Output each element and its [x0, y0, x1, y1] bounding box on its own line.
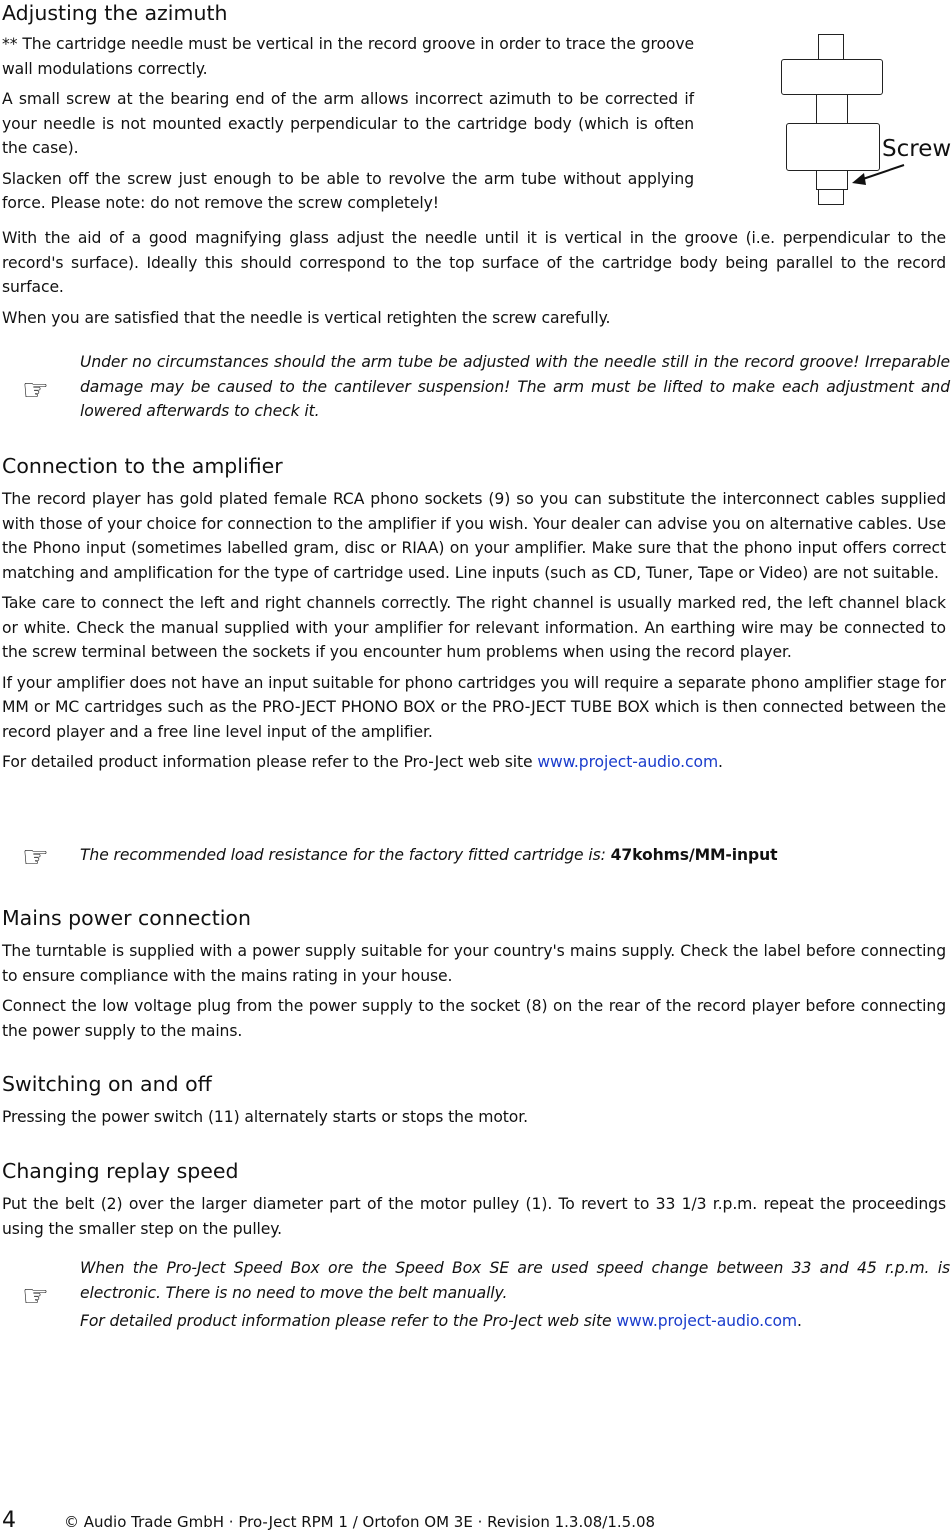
azimuth-paragraph-4: With the aid of a good magnifying glass adjust the needle until it is vertical in the groove (i.e. perpendicular to the record's surface). Ideally this should correspond to the top surface of the cartridge body being parallel to the record surface.: [2, 229, 946, 296]
switching-section: [2, 1071, 946, 1130]
azimuth-section-top: [2, 0, 694, 216]
speed-web-reference: [80, 1309, 950, 1334]
amplifier-paragraph-3: If your amplifier does not have an input suitable for phono cartridges you will require a separate phono amplifier stage for MM or MC cartridges such as the PRO-JECT PHONO BOX or the PRO-JECT TUBE BOX which is then connected between the record player and a free line level input of the amplifier.: [2, 673, 946, 741]
project-audio-link[interactable]: www.project-audio.com: [616, 1312, 798, 1330]
footer-copyright: © Audio Trade GmbH · Pro-Ject RPM 1 / Ortofon OM 3E · Revision 1.3.08/1.5.08: [64, 1513, 656, 1531]
azimuth-heading: Adjusting the azimuth: [2, 1, 228, 25]
switching-heading: Switching on and off: [2, 1072, 212, 1096]
amplifier-heading: Connection to the amplifier: [2, 454, 283, 478]
amplifier-section: [2, 453, 946, 775]
speed-section: [2, 1158, 946, 1241]
diagram-screw: [816, 170, 848, 190]
switching-paragraph-1: Pressing the power switch (11) alternately starts or stops the motor.: [2, 1108, 528, 1126]
period: .: [718, 753, 723, 771]
page-number: 4: [2, 1508, 16, 1533]
speed-paragraph-1: Put the belt (2) over the larger diameter part of the motor pulley (1). To revert to 33 1/3 r.p.m. repeat the proceedings using the smaller step on the pulley.: [2, 1195, 946, 1238]
pointer-arrow-icon: [850, 162, 910, 192]
load-resistance-value: 47kohms/MM-input: [610, 846, 778, 864]
amplifier-paragraph-2: Take care to connect the left and right channels correctly. The right channel is usually marked red, the left channel black or white. Check the manual supplied with your amplifier for relevant information. An earthing wire may be connected to the screw terminal between the sockets if you encounter hum problems when using the record player.: [2, 594, 946, 661]
azimuth-warning-text: Under no circumstances should the arm tube be adjusted with the needle still in the record groove! Irreparable damage may be caused to the cantilever suspension! The arm must be lifted to make each adjustment and lowered afterwards to check it.: [80, 353, 950, 420]
mains-paragraph-2: Connect the low voltage plug from the power supply to the socket (8) on the rear of the record player before connecting the power supply to the mains.: [2, 997, 946, 1040]
azimuth-section-bottom: [2, 226, 946, 330]
screw-diagram: [780, 32, 952, 212]
azimuth-paragraph-2: A small screw at the bearing end of the arm allows incorrect azimuth to be corrected if your needle is not mounted exactly perpendicular to the cartridge body (which is often the case).: [2, 90, 694, 157]
pointing-hand-icon: ☞: [22, 1279, 49, 1314]
mains-heading: Mains power connection: [2, 906, 251, 930]
diagram-upper-body: [781, 59, 883, 95]
diagram-top-cap: [818, 34, 844, 60]
diagram-bottom-cap: [818, 189, 844, 205]
speed-heading: Changing replay speed: [2, 1159, 239, 1183]
pointing-hand-icon: ☞: [22, 840, 49, 875]
diagram-bearing-block: [816, 94, 848, 124]
load-resistance-text: [80, 843, 950, 868]
period: .: [797, 1312, 802, 1330]
mains-paragraph-1: The turntable is supplied with a power supply suitable for your country's mains supply. Check the label before connecting to ensure compliance with the mains rating in your house.: [2, 942, 946, 985]
azimuth-paragraph-3: Slacken off the screw just enough to be able to revolve the arm tube without applying force. Please note: do not remove the screw completely!: [2, 169, 694, 212]
azimuth-paragraph-1: ** The cartridge needle must be vertical in the record groove in order to trace the groove wall modulations correctly.: [2, 35, 694, 78]
project-audio-link[interactable]: www.project-audio.com: [537, 753, 719, 771]
web-reference-text: For detailed product information please refer to the Pro-Ject web site: [2, 753, 538, 771]
load-resistance-label: The recommended load resistance for the factory fitted cartridge is:: [80, 846, 611, 864]
azimuth-paragraph-5: When you are satisfied that the needle is vertical retighten the screw carefully.: [2, 308, 611, 327]
speed-web-reference-text: For detailed product information please refer to the Pro-Ject web site: [80, 1312, 617, 1330]
amplifier-paragraph-4: [2, 750, 946, 775]
pointing-hand-icon: ☞: [22, 373, 49, 408]
screw-label: Screw: [882, 136, 952, 162]
amplifier-paragraph-1: The record player has gold plated female RCA phono sockets (9) so you can substitute the interconnect cables supplied with those of your choice for connection to the amplifier if you wish. Your dealer can advise you on alternative cables. Use the Phono input (sometimes labelled gram, disc or RIAA) on your amplifier. Make sure that the phono input offers correct matching and amplification for the type of cartridge used. Line inputs (such as CD, Tuner, Tape or Video) are not suitable.: [2, 490, 946, 582]
mains-section: [2, 905, 946, 1043]
speed-box-text: When the Pro-Ject Speed Box ore the Speed Box SE are used speed change between 33 and 45 r.p.m. is electronic. There is no need to move the belt manually.: [80, 1259, 950, 1302]
